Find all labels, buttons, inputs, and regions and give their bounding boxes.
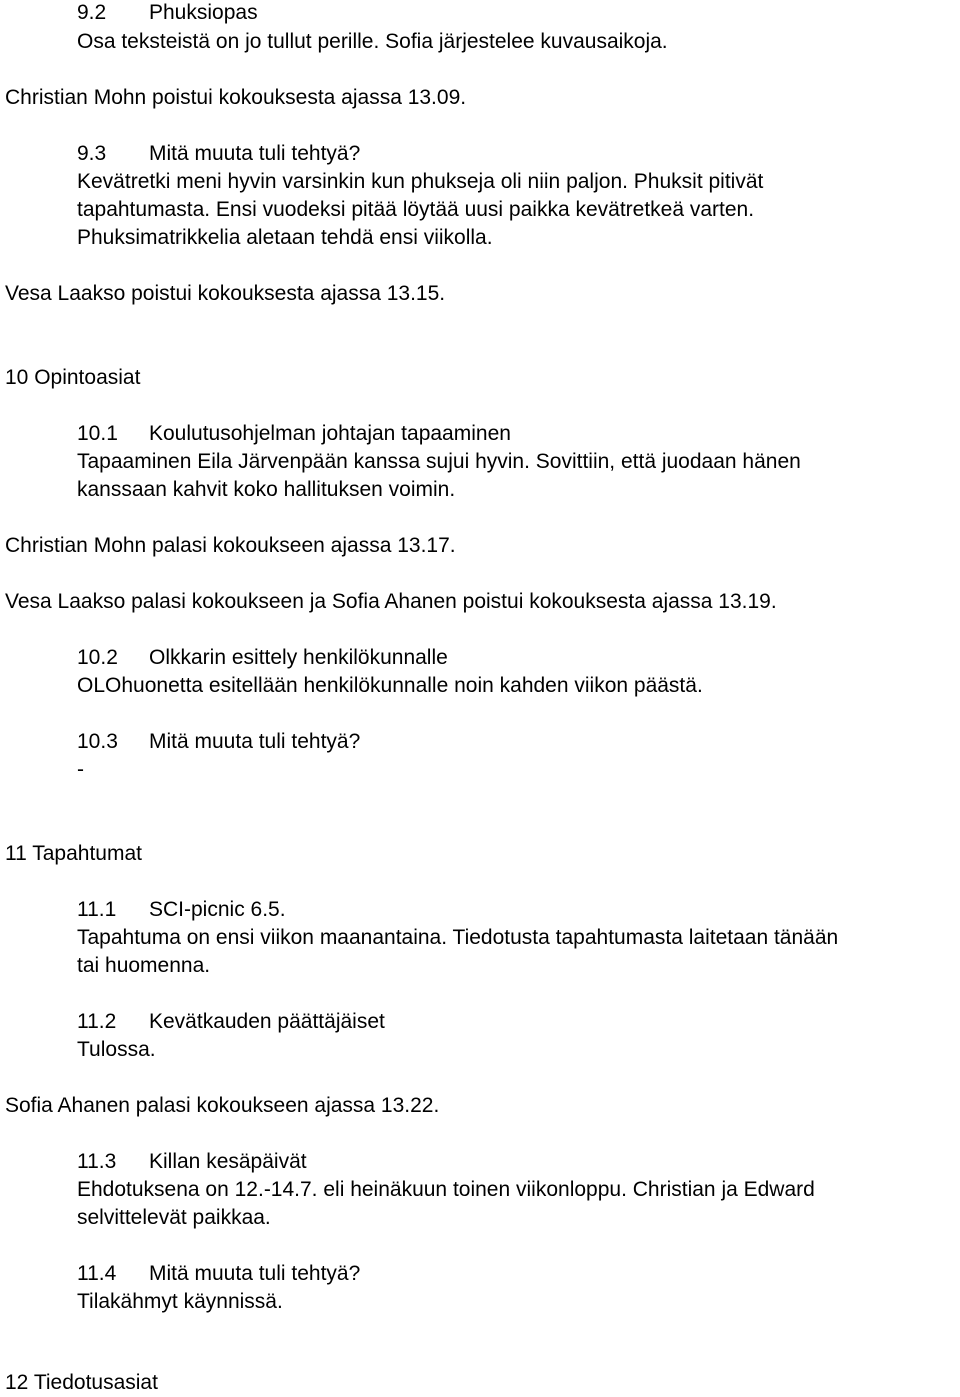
section-title: Mitä muuta tuli tehtyä? (149, 142, 361, 165)
section-heading-11-1 (77, 896, 286, 924)
section-heading-10-3 (77, 728, 360, 756)
section-title: Kevätkauden päättäjäiset (149, 1010, 385, 1033)
paragraph-line: Tapahtuma on ensi viikon maanantaina. Tiedotusta tapahtumasta laitetaan tänään (77, 926, 839, 949)
paragraph-line: kanssaan kahvit koko hallituksen voimin. (77, 478, 456, 501)
paragraph-line: Phuksimatrikkelia aletaan tehdä ensi viikolla. (77, 226, 493, 249)
chapter-heading-11: 11 Tapahtumat (5, 842, 142, 865)
section-heading-9-3 (77, 140, 360, 168)
paragraph-line: Tapaaminen Eila Järvenpään kanssa sujui hyvin. Sovittiin, että juodaan hänen (77, 450, 801, 473)
attendance-note: Christian Mohn palasi kokoukseen ajassa 13.17. (5, 534, 456, 557)
section-title: Olkkarin esittely henkilökunnalle (149, 646, 448, 669)
section-title: Mitä muuta tuli tehtyä? (149, 730, 361, 753)
section-number: 9.2 (77, 1, 107, 24)
paragraph-line: tapahtumasta. Ensi vuodeksi pitää löytää uusi paikka kevätretkeä varten. (77, 198, 755, 221)
section-number: 11.2 (77, 1010, 117, 1033)
section-number: 11.3 (77, 1150, 117, 1173)
section-number: 10.3 (77, 730, 118, 753)
section-heading-11-3 (77, 1148, 307, 1176)
paragraph-line: Ehdotuksena on 12.-14.7. eli heinäkuun toinen viikonloppu. Christian ja Edward (77, 1178, 815, 1201)
section-title: Phuksiopas (149, 1, 258, 24)
section-number: 11.4 (77, 1262, 117, 1285)
attendance-note: Sofia Ahanen palasi kokoukseen ajassa 13.22. (5, 1094, 440, 1117)
section-number: 10.1 (77, 422, 118, 445)
section-title: SCI-picnic 6.5. (149, 898, 286, 921)
section-heading-10-2 (77, 644, 448, 672)
attendance-note: Vesa Laakso poistui kokouksesta ajassa 13.15. (5, 282, 446, 305)
attendance-note: Christian Mohn poistui kokouksesta ajassa 13.09. (5, 86, 467, 109)
section-title: Killan kesäpäivät (149, 1150, 307, 1173)
paragraph-line: tai huomenna. (77, 954, 211, 977)
paragraph-line: Osa teksteistä on jo tullut perille. Sofia järjestelee kuvausaikoja. (77, 30, 668, 53)
paragraph-line: Tilakähmyt käynnissä. (77, 1290, 283, 1313)
section-heading-9-2 (77, 0, 258, 27)
section-number: 11.1 (77, 898, 117, 921)
attendance-note: Vesa Laakso palasi kokoukseen ja Sofia Ahanen poistui kokouksesta ajassa 13.19. (5, 590, 777, 613)
chapter-heading-12: 12 Tiedotusasiat (5, 1371, 158, 1394)
section-heading-11-4 (77, 1260, 360, 1288)
chapter-heading-10: 10 Opintoasiat (5, 366, 141, 389)
paragraph-line: Tulossa. (77, 1038, 156, 1061)
paragraph-line: - (77, 758, 84, 781)
section-title: Koulutusohjelman johtajan tapaaminen (149, 422, 511, 445)
paragraph-line: Kevätretki meni hyvin varsinkin kun phukseja oli niin paljon. Phuksit pitivät (77, 170, 764, 193)
section-heading-10-1 (77, 420, 511, 448)
paragraph-line: OLOhuonetta esitellään henkilökunnalle noin kahden viikon päästä. (77, 674, 703, 697)
section-number: 10.2 (77, 646, 118, 669)
section-title: Mitä muuta tuli tehtyä? (149, 1262, 361, 1285)
section-heading-11-2 (77, 1008, 385, 1036)
section-number: 9.3 (77, 142, 107, 165)
paragraph-line: selvittelevät paikkaa. (77, 1206, 271, 1229)
